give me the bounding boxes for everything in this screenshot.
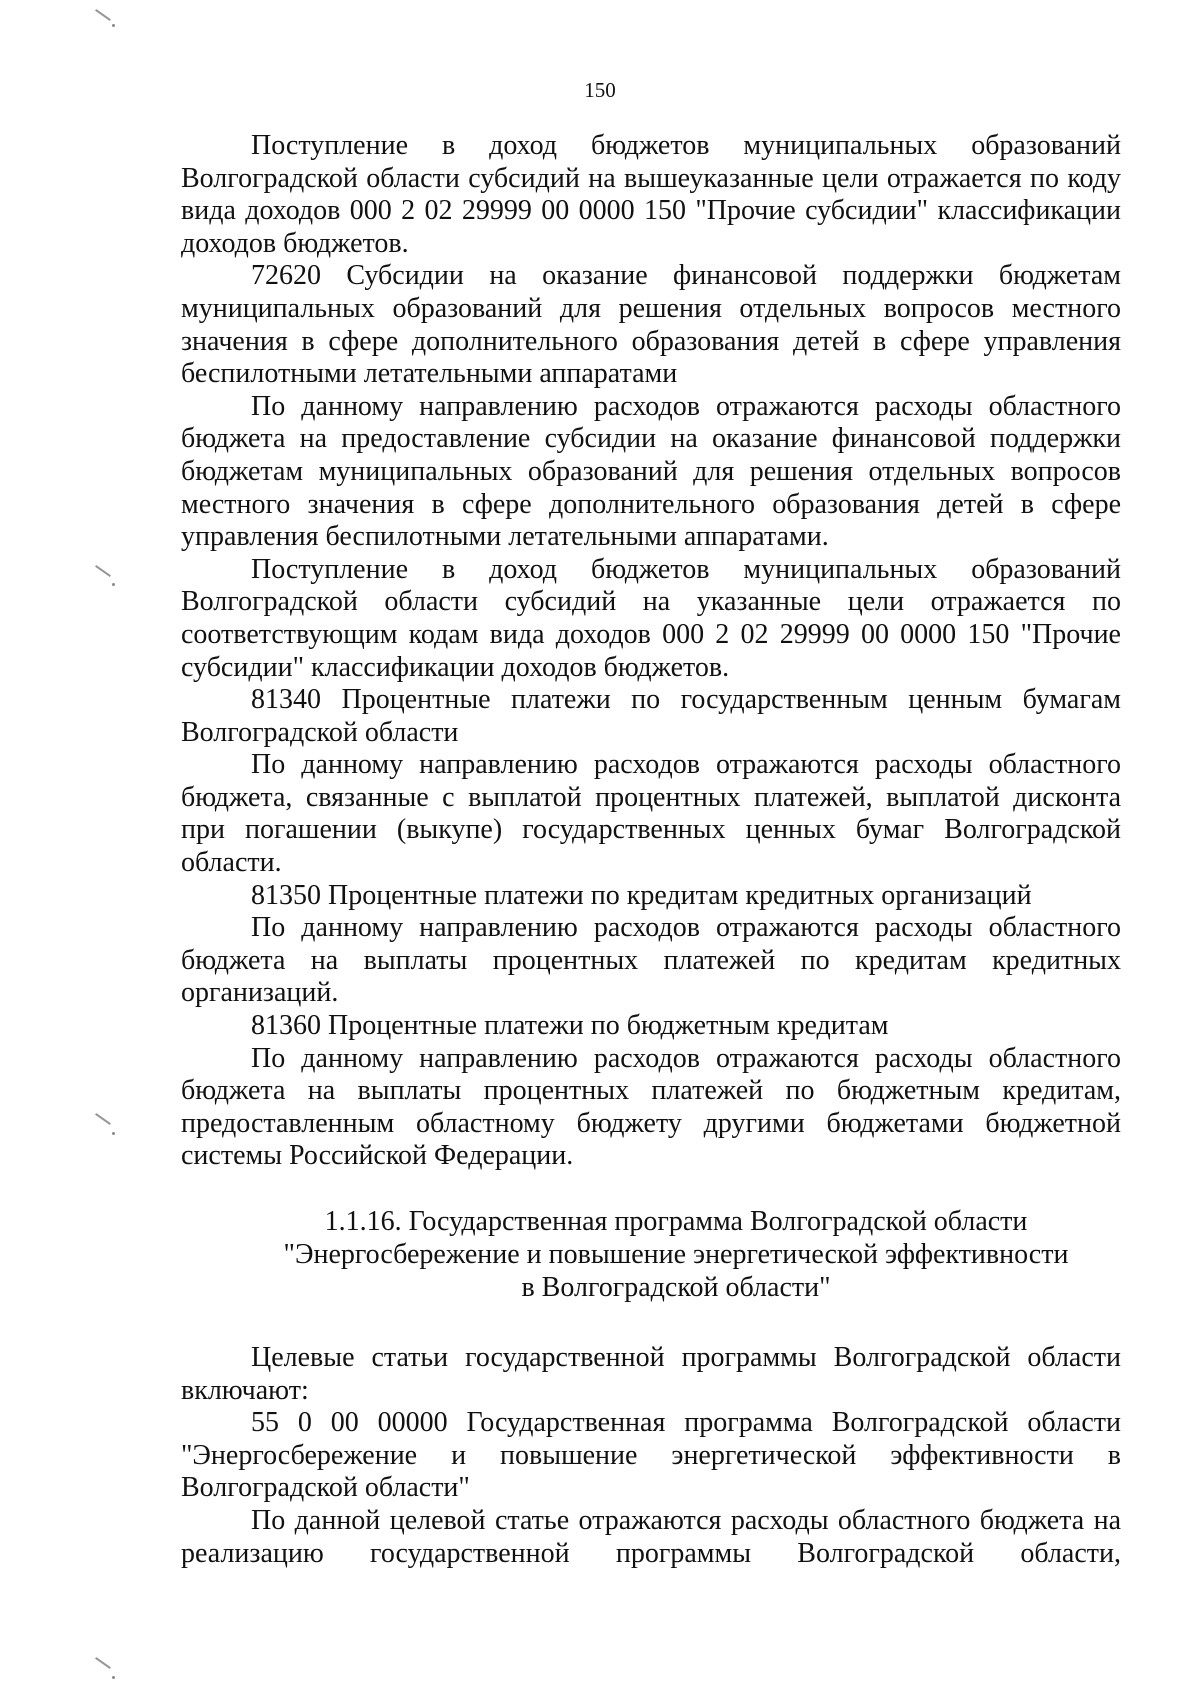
- paragraph: 81350 Процентные платежи по кредитам кредитных организаций: [251, 879, 1032, 911]
- paragraph: По данному направлению расходов отражаются расходы областного бюджета на предоставление субсидии на оказание финансовой поддержки бюджетам муниципальных образований для решения отдельных вопросов местного значения в сфере дополнительного образования детей в сфере управления беспилотными летательными аппаратами.: [181, 390, 1121, 553]
- paragraph: Поступление в доход бюджетов муниципальных образований Волгоградской области субсидий на указанные цели отражается по соответствующим кодам вида доходов 000 2 02 29999 00 0000 150 "Прочие субсидии" классификации доходов бюджетов.: [181, 553, 1121, 683]
- paragraph: Целевые статьи государственной программы Волгоградской области включают:: [181, 1342, 1121, 1406]
- paragraph: По данному направлению расходов отражаются расходы областного бюджета на выплаты процентных платежей по бюджетным кредитам, предоставленным областному бюджету другими бюджетами бюджетной системы Российской Федерации.: [181, 1042, 1121, 1172]
- scan-dot: [112, 1676, 115, 1679]
- section-heading-line: 1.1.16. Государственная программа Волгоградской области: [324, 1206, 1028, 1237]
- scan-mark: [95, 565, 111, 577]
- paragraph: По данному направлению расходов отражаются расходы областного бюджета на выплаты процентных платежей по кредитам кредитных организаций.: [181, 912, 1121, 1009]
- paragraph: По данной целевой статье отражаются расходы областного бюджета на реализацию государственной программы Волгоградской области,: [181, 1504, 1121, 1569]
- paragraph: 72620 Субсидии на оказание финансовой поддержки бюджетам муниципальных образований для решения отдельных вопросов местного значения в сфере дополнительного образования детей в сфере управления беспилотными летательными аппаратами: [181, 260, 1121, 390]
- paragraph: По данному направлению расходов отражаются расходы областного бюджета, связанные с выплатой процентных платежей, выплатой дисконта при погашении (выкупе) государственных ценных бумаг Волгоградской области.: [181, 749, 1121, 879]
- scan-dot: [112, 583, 115, 586]
- scan-dot: [112, 24, 115, 27]
- paragraph: 81340 Процентные платежи по государственным ценным бумагам Волгоградской области: [181, 684, 1121, 748]
- scan-mark: [95, 1657, 111, 1669]
- document-body: [181, 130, 1121, 1570]
- paragraph: Поступление в доход бюджетов муниципальных образований Волгоградской области субсидий на вышеуказанные цели отражается по коду вида доходов 000 2 02 29999 00 0000 150 "Прочие субсидии" классификации доходов бюджетов.: [181, 130, 1121, 259]
- paragraph: 55 0 00 00000 Государственная программа Волгоградской области "Энергосбережение и повышение энергетической эффективности в Волгоградской области": [181, 1407, 1121, 1504]
- page-number: 150: [584, 78, 616, 102]
- section-heading: [181, 1205, 1121, 1304]
- section-heading-line: "Энергосбережение и повышение энергетической эффективности: [283, 1239, 1069, 1270]
- section-heading-line: в Волгоградской области": [521, 1272, 831, 1303]
- scan-dot: [112, 1132, 115, 1135]
- paragraph: 81360 Процентные платежи по бюджетным кредитам: [251, 1010, 889, 1042]
- scan-mark: [95, 1113, 111, 1125]
- scan-mark: [95, 9, 111, 21]
